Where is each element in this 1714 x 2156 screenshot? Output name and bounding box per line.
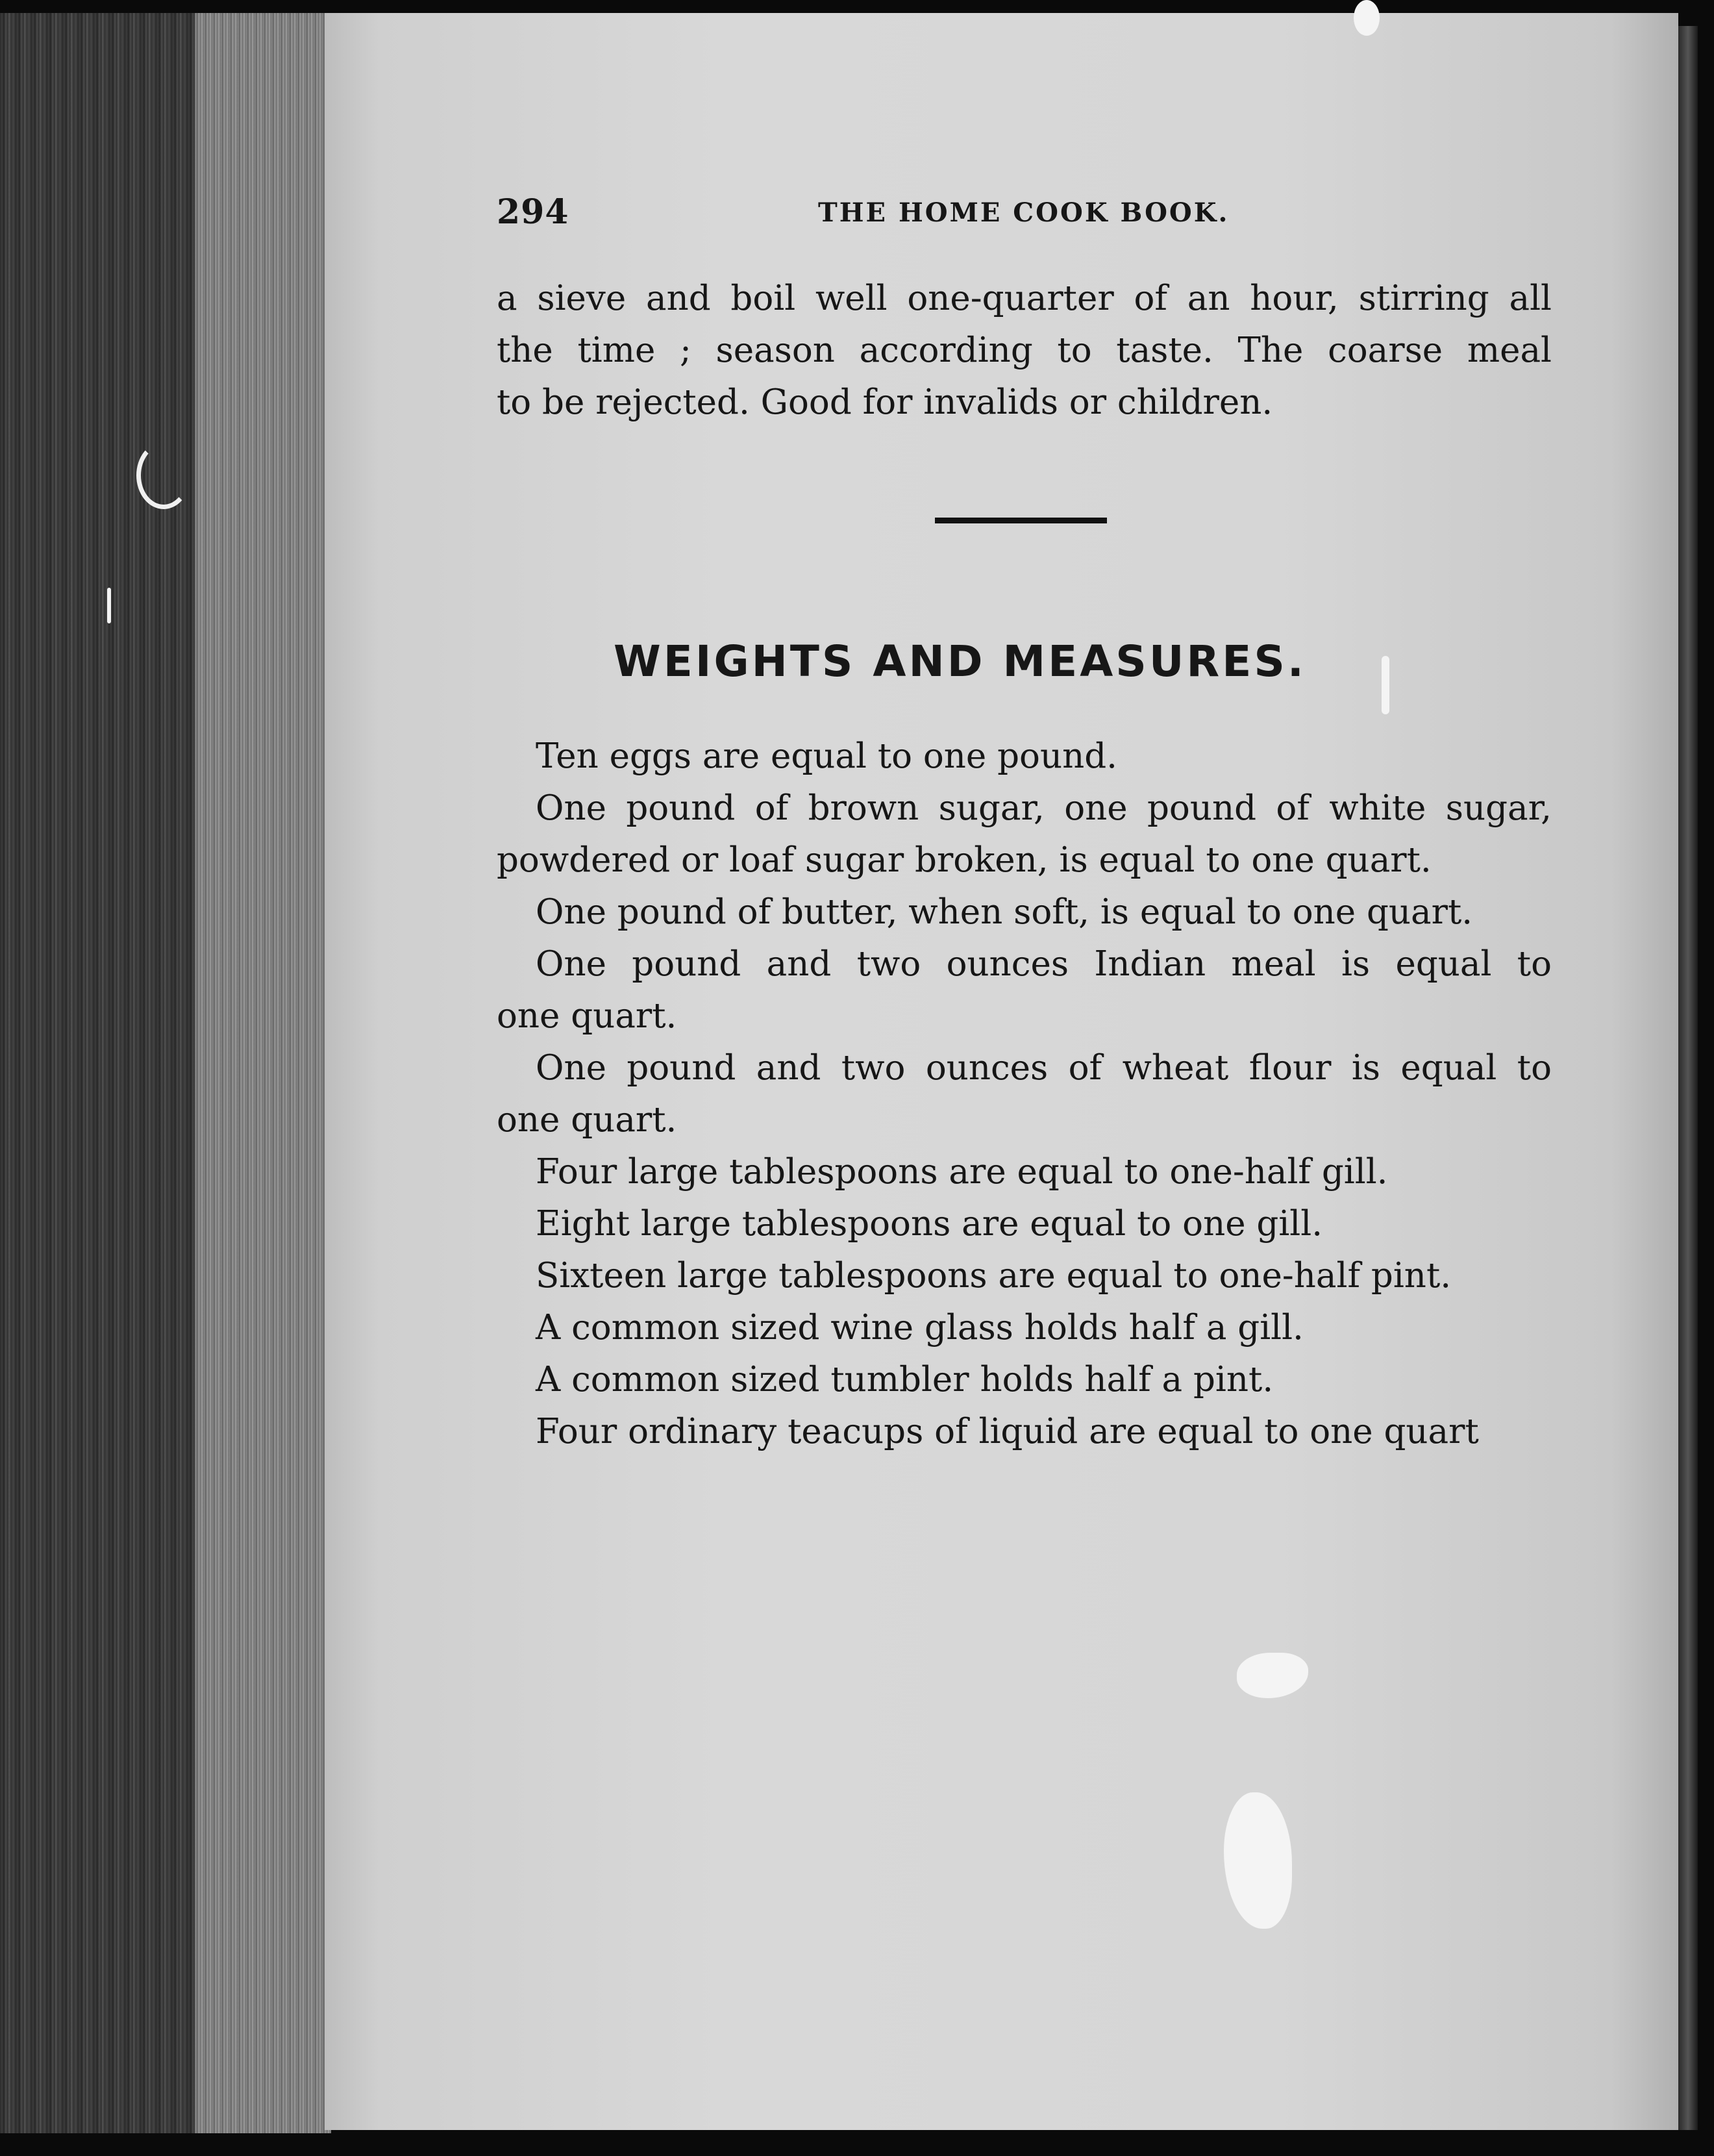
gutter-shadow: [1678, 26, 1698, 2130]
measure-line: A common sized wine glass holds half a gill.: [536, 1308, 1304, 1348]
scan-blemish: [107, 588, 111, 623]
text-line: a sieve and boil well one-quarter of an hour, stirring all: [497, 279, 1552, 318]
continuation-paragraph: [497, 273, 1552, 429]
measure-line: one quart.: [497, 996, 677, 1036]
text-line: the time ; season according to taste. The coarse meal: [497, 331, 1552, 370]
measure-line: One pound and two ounces Indian meal is equal to: [536, 944, 1552, 984]
running-title: THE HOME COOK BOOK.: [818, 197, 1230, 228]
section-heading: WEIGHTS AND MEASURES.: [614, 636, 1306, 686]
book-page-edges-inner: [195, 13, 331, 2133]
running-head: [497, 192, 1548, 238]
scan-blemish: [1354, 0, 1380, 36]
measure-line: One pound of brown sugar, one pound of white sugar,: [536, 788, 1552, 828]
measure-line: Eight large tablespoons are equal to one gill.: [536, 1204, 1323, 1244]
text-line: to be rejected. Good for invalids or children.: [497, 382, 1273, 422]
scan-blemish: [1382, 656, 1389, 714]
page-number: 294: [497, 192, 569, 232]
scan-blemish: [136, 442, 191, 509]
measure-line: One pound and two ounces of wheat flour is equal to: [536, 1048, 1552, 1088]
measure-line: A common sized tumbler holds half a pint.: [536, 1360, 1274, 1399]
measure-line: Four large tablespoons are equal to one-half gill.: [536, 1152, 1388, 1192]
measure-line: Four ordinary teacups of liquid are equal to one quart: [536, 1412, 1479, 1451]
measure-line: one quart.: [497, 1100, 677, 1140]
measure-line: One pound of butter, when soft, is equal to one quart.: [536, 892, 1473, 932]
measure-line: Ten eggs are equal to one pound.: [536, 736, 1118, 776]
weights-and-measures-list: [497, 731, 1552, 1458]
section-divider-rule: [935, 518, 1107, 523]
measure-line: Sixteen large tablespoons are equal to one-half pint.: [536, 1256, 1452, 1296]
measure-line: powdered or loaf sugar broken, is equal to one quart.: [497, 840, 1432, 880]
